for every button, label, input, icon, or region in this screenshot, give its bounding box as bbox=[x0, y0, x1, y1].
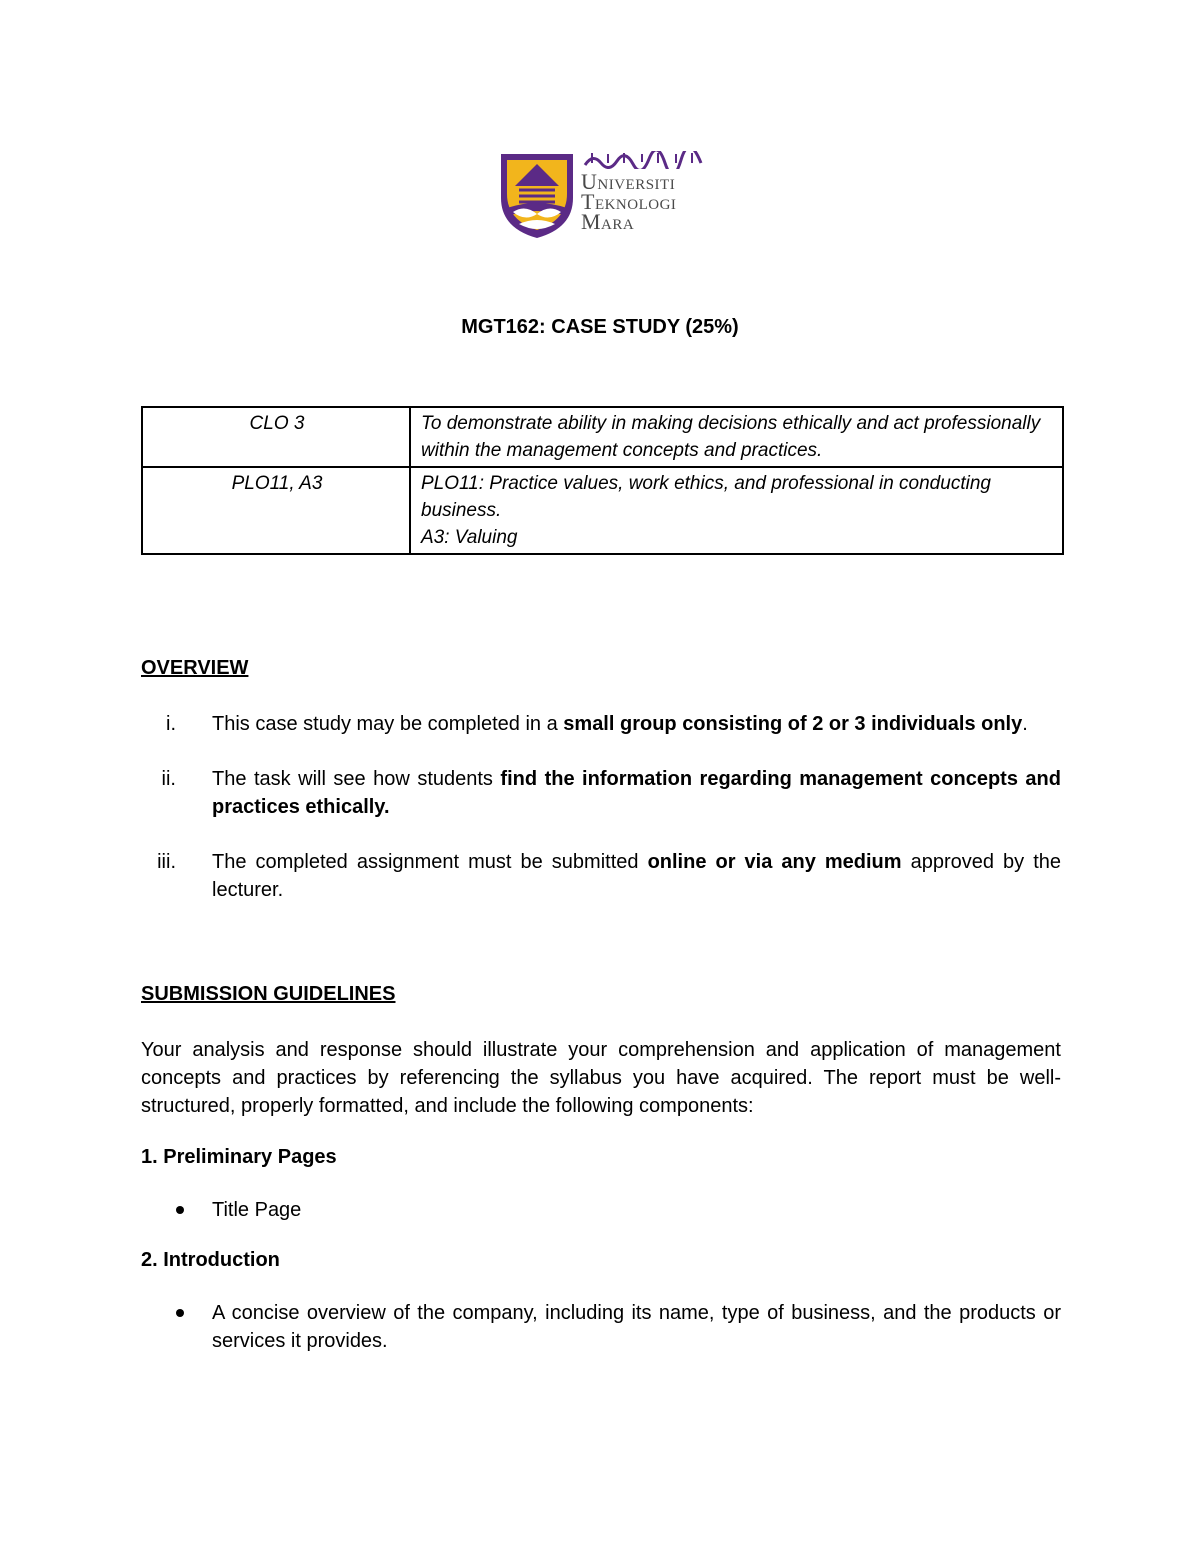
bullet-icon bbox=[176, 1206, 184, 1214]
item-text: Title Page bbox=[212, 1199, 302, 1221]
plo-code-cell: PLO11, A3 bbox=[142, 467, 410, 554]
guidelines-paragraph: Your analysis and response should illustrate your comprehension and application of management concepts and practices by referencing the syllabus you have acquired. The report must be well-structured, properly formatted, and include the following components: bbox=[141, 1039, 1061, 1117]
document-title: MGT162: CASE STUDY (25%) bbox=[461, 316, 739, 338]
plo-description-line: A3: Valuing bbox=[421, 527, 518, 548]
table-row bbox=[142, 407, 1063, 467]
list-number: iii. bbox=[157, 851, 176, 873]
preliminary-pages-heading: 1. Preliminary Pages bbox=[141, 1146, 337, 1168]
clo-description-line: To demonstrate ability in making decisions ethically and act professionally within the management concepts and practices. bbox=[421, 413, 1041, 461]
list-number: i. bbox=[166, 713, 176, 735]
logo-line: Universiti bbox=[581, 169, 676, 194]
table-row bbox=[142, 467, 1063, 554]
list-item bbox=[141, 765, 1061, 821]
preliminary-pages-list bbox=[141, 1196, 1061, 1224]
logo-wordmark bbox=[581, 169, 677, 234]
item-text: The completed assignment must be submitted bbox=[212, 851, 648, 873]
item-text: . bbox=[1022, 713, 1028, 735]
item-text: The task will see how students bbox=[212, 768, 501, 790]
list-number: ii. bbox=[161, 768, 176, 790]
clo-code-cell: CLO 3 bbox=[142, 407, 410, 467]
item-bold-text: small group consisting of 2 or 3 individuals only bbox=[563, 713, 1023, 735]
plo-description-cell bbox=[410, 467, 1063, 554]
logo-line: Mara bbox=[581, 209, 635, 234]
list-item bbox=[141, 710, 1061, 738]
item-text: This case study may be completed in a bbox=[212, 713, 564, 735]
list-item bbox=[141, 848, 1061, 904]
university-logo bbox=[497, 150, 712, 242]
introduction-heading: 2. Introduction bbox=[141, 1249, 280, 1271]
item-text: A concise overview of the company, including its name, type of business, and the products or services it provides. bbox=[212, 1302, 1061, 1352]
submission-guidelines-heading: SUBMISSION GUIDELINES bbox=[141, 983, 396, 1005]
item-bold-text: find the information regarding management concepts and practices ethically. bbox=[212, 768, 1061, 818]
clo-description-cell bbox=[410, 407, 1063, 467]
list-item bbox=[141, 1196, 1061, 1224]
crest-icon bbox=[497, 150, 577, 242]
list-item bbox=[141, 1299, 1061, 1355]
clo-table bbox=[141, 406, 1064, 555]
item-bold-text: online or via any medium bbox=[647, 851, 902, 873]
jawi-script-icon bbox=[583, 151, 703, 169]
overview-list bbox=[141, 710, 1061, 904]
item-text: approved by the lecturer. bbox=[212, 851, 1062, 901]
bullet-icon bbox=[176, 1309, 184, 1317]
logo-line: Teknologi bbox=[581, 189, 677, 214]
plo-description-line: PLO11: Practice values, work ethics, and professional in conducting business. bbox=[421, 473, 991, 521]
overview-heading: OVERVIEW bbox=[141, 657, 249, 679]
introduction-list bbox=[141, 1299, 1061, 1355]
